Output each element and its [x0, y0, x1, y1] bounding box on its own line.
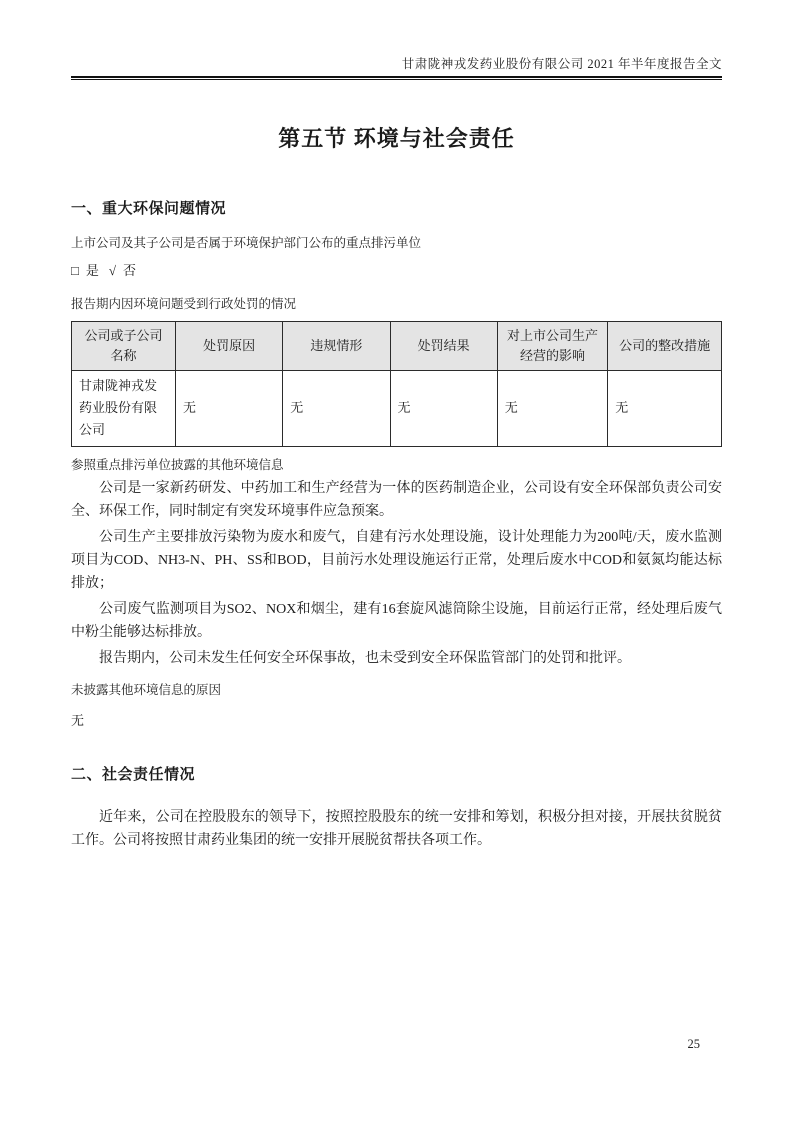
env-paragraph-3: 公司废气监测项目为SO2、NOX和烟尘，建有16套旋风滤筒除尘设施，目前运行正常，经处理后废气中粉尘能够达标排放。 — [71, 602, 722, 641]
penalty-table — [71, 321, 722, 447]
cell-penalty-reason: 无 — [176, 371, 283, 446]
cell-company-name: 甘肃陇神戎发药业股份有限公司 — [72, 371, 176, 446]
env-paragraph-1: 公司是一家新药研发、中药加工和生产经营为一体的医药制造企业，公司设有安全环保部负责公司安全、环保工作，同时制定有突发环境事件应急预案。 — [71, 480, 722, 519]
col-header-company: 公司或子公司名称 — [72, 322, 176, 371]
yes-no-selection — [71, 260, 722, 279]
checkbox-unchecked-icon: □ — [71, 263, 79, 278]
section-2-heading: 二、社会责任情况 — [71, 767, 196, 784]
penalty-table-header-row — [72, 322, 722, 371]
cell-violation: 无 — [283, 371, 390, 446]
page-content — [71, 0, 722, 853]
section-1-heading: 一、重大环保问题情况 — [71, 201, 227, 217]
penalty-table-data-row — [72, 371, 722, 446]
chapter-title: 第五节 环境与社会责任 — [278, 126, 515, 151]
col-header-impact: 对上市公司生产经营的影响 — [497, 322, 608, 371]
env-paragraph-2: 公司生产主要排放污染物为废水和废气，自建有污水处理设施，设计处理能力为200吨/天，废水监测项目为COD、NH3-N、PH、SS和BOD，目前污水处理设施运行正常，处理后废水中COD和氨氮均能达标排放； — [71, 529, 722, 591]
col-header-rectification: 公司的整改措施 — [608, 322, 722, 371]
undisclosed-reason-label: 未披露其他环境信息的原因 — [71, 683, 222, 698]
option-yes-label: 是 — [85, 263, 99, 278]
checkmark-icon: √ — [108, 263, 117, 278]
admin-penalty-label: 报告期内因环境问题受到行政处罚的情况 — [71, 297, 297, 311]
env-paragraph-4: 报告期内，公司未发生任何安全环保事故，也未受到安全环保监管部门的处罚和批评。 — [99, 651, 631, 667]
col-header-violation: 违规情形 — [283, 322, 390, 371]
header-rule-thin — [71, 79, 722, 80]
col-header-penalty-result: 处罚结果 — [390, 322, 497, 371]
cell-rectification: 无 — [608, 371, 722, 446]
other-env-info-label: 参照重点排污单位披露的其他环境信息 — [71, 457, 284, 472]
social-responsibility-paragraph: 近年来，公司在控股股东的领导下，按照控股股东的统一安排和筹划，积极分担对接，开展扶贫脱贫工作。公司将按照甘肃药业集团的统一安排开展脱贫帮扶各项工作。 — [71, 810, 722, 849]
col-header-penalty-reason: 处罚原因 — [176, 322, 283, 371]
cell-impact: 无 — [497, 371, 608, 446]
running-header: 甘肃陇神戎发药业股份有限公司 2021 年半年度报告全文 — [401, 57, 722, 71]
header-rule-thick — [71, 76, 722, 78]
undisclosed-reason-value: 无 — [71, 713, 85, 729]
option-no-label: 否 — [123, 263, 137, 278]
page-number: 25 — [687, 1037, 700, 1051]
cell-penalty-result: 无 — [390, 371, 497, 446]
key-pollutant-question: 上市公司及其子公司是否属于环境保护部门公布的重点排污单位 — [71, 236, 422, 250]
